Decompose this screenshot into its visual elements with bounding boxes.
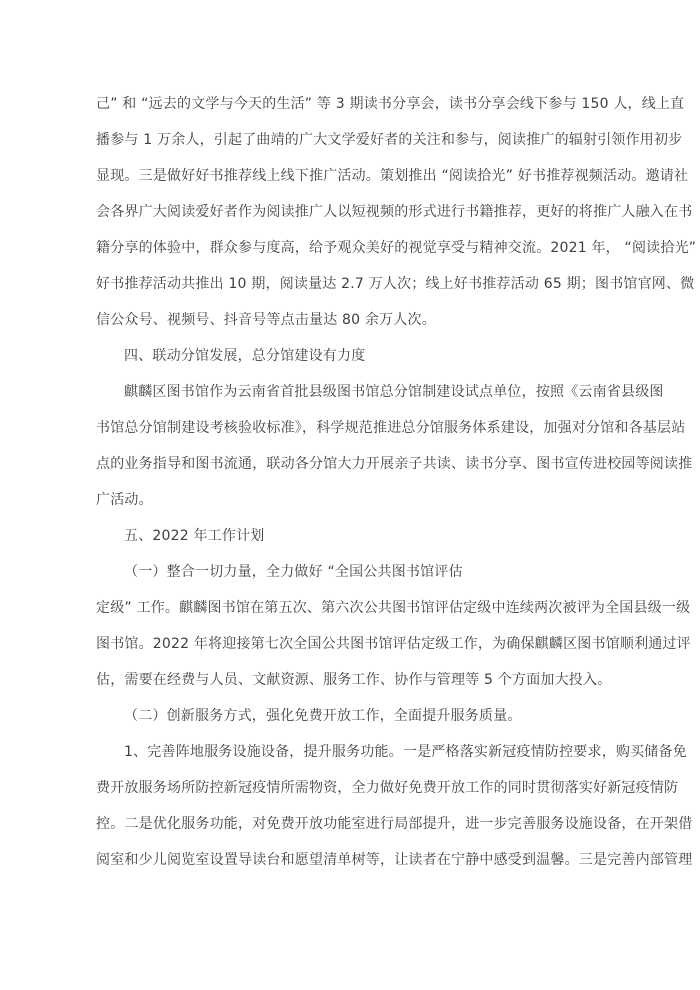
text-line: 书馆总分馆制建设考核验收标准》，科学规范推进总分馆服务体系建设，加强对分馆和各基层站: [96, 420, 686, 436]
text-line: 阅室和少儿阅览室设置导读台和愿望清单树等，让读者在宁静中感受到温馨。三是完善内部管理: [96, 852, 693, 868]
text-line: 麒麟区图书馆作为云南省首批县级图书馆总分馆制建设试点单位，按照《云南省县级图: [124, 384, 664, 400]
section-heading: 四、联动分馆发展，总分馆建设有力度: [124, 348, 366, 364]
text-line: 己” 和 “远去的文学与今天的生活” 等 3 期读书分享会，读书分享会线下参与 150 人，线上直: [96, 96, 685, 112]
section-heading: 五、2022 年工作计划: [124, 528, 265, 544]
sub-section-heading: （二）创新服务方式，强化免费开放工作，全面提升服务质量。: [124, 708, 522, 724]
text-line: 点的业务指导和图书流通，联动各分馆大力开展亲子共读、读书分享、图书宣传进校园等阅读推: [96, 456, 693, 472]
text-line: 估，需要在经费与人员、文献资源、服务工作、协作与管理等 5 个方面加大投入。: [96, 672, 612, 688]
text-line: 籍分享的体验中，群众参与度高，给予观众美好的视觉享受与精神交流。2021 年， “阅读拾光”: [96, 240, 697, 256]
text-line: 播参与 1 万余人，引起了曲靖的广大文学爱好者的关注和参与，阅读推广的辐射引领作用初步: [96, 132, 683, 148]
text-line: 广活动。: [96, 492, 153, 508]
text-line: 定级” 工作。麒麟图书馆在第五次、第六次公共图书馆评估定级中连续两次被评为全国县级一级: [96, 600, 691, 616]
text-line: 信公众号、视频号、抖音号等点击量达 80 余万人次。: [96, 312, 436, 328]
sub-section-heading: （一）整合一切力量，全力做好 “全国公共图书馆评估: [124, 564, 463, 580]
document-text-block: [96, 86, 697, 878]
text-line: 控。二是优化服务功能，对免费开放功能室进行局部提升，进一步完善服务设施设备，在开架借: [96, 816, 693, 832]
text-line: 显现。三是做好好书推荐线上线下推广活动。策划推出 “阅读拾光” 好书推荐视频活动。邀请社: [96, 168, 689, 184]
text-line: 1、完善阵地服务设施设备，提升服务功能。一是严格落实新冠疫情防控要求，购买储备免: [124, 744, 687, 760]
text-line: 好书推荐活动共推出 10 期，阅读量达 2.7 万人次；线上好书推荐活动 65 期；图书馆官网、微: [96, 276, 695, 292]
text-line: 会各界广大阅读爱好者作为阅读推广人以短视频的形式进行书籍推荐，更好的将推广人融入在书: [96, 204, 693, 220]
text-line: 费开放服务场所防控新冠疫情所需物资，全力做好免费开放工作的同时贯彻落实好新冠疫情防: [96, 780, 679, 796]
text-line: 图书馆。2022 年将迎接第七次全国公共图书馆评估定级工作，为确保麒麟区图书馆顺利通过评: [96, 636, 691, 652]
